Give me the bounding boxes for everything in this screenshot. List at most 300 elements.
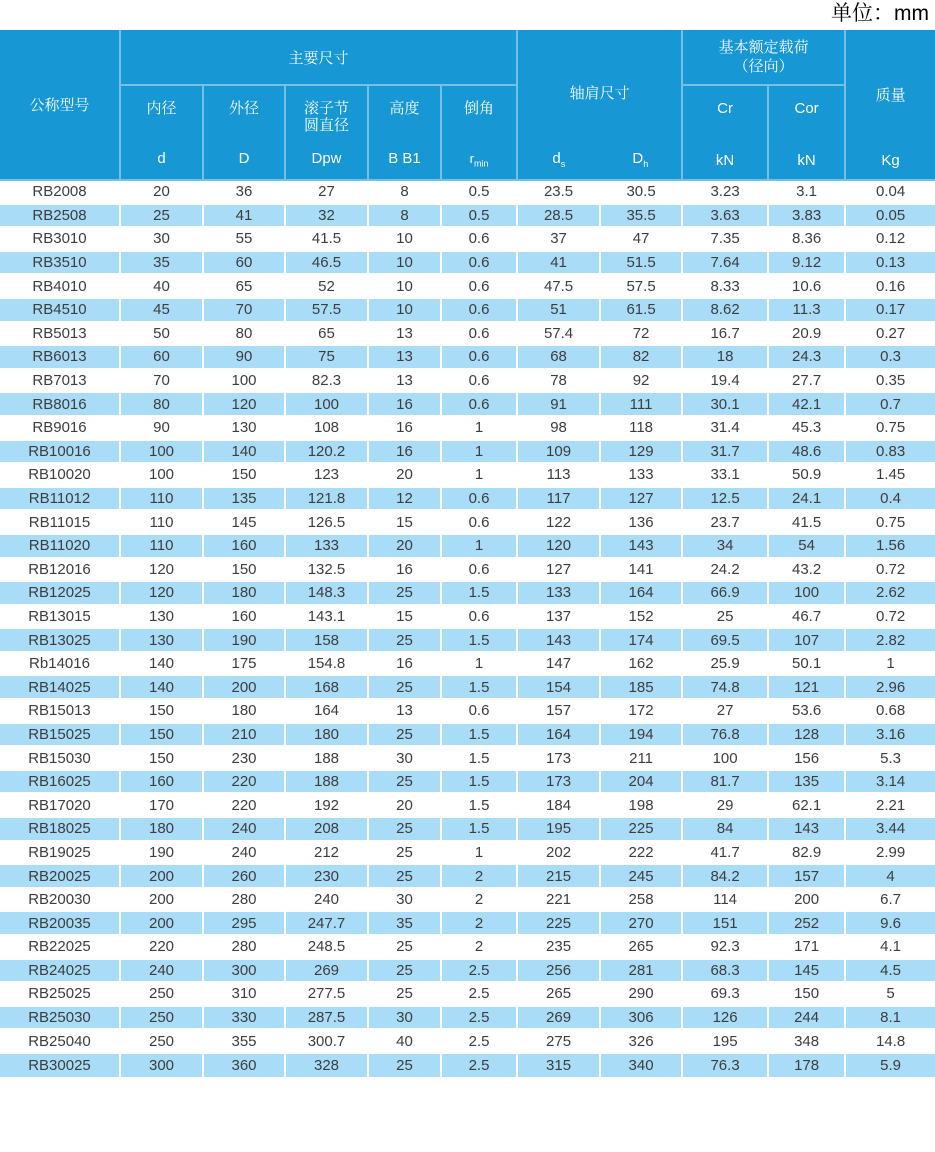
table-cell: 326 (600, 1029, 682, 1053)
table-cell: 4 (845, 864, 935, 888)
table-cell: 100 (203, 369, 285, 393)
table-cell: 27 (682, 699, 768, 723)
table-cell: 0.3 (845, 345, 935, 369)
table-cell: 100 (120, 463, 203, 487)
table-cell: 168 (285, 675, 368, 699)
table-cell: 245 (600, 864, 682, 888)
table-cell: 27.7 (768, 369, 845, 393)
table-cell: 150 (203, 463, 285, 487)
table-cell: 50.9 (768, 463, 845, 487)
table-cell: 173 (517, 770, 600, 794)
table-cell: 47.5 (517, 274, 600, 298)
table-cell: 195 (517, 817, 600, 841)
cell-model: RB10016 (0, 440, 120, 464)
table-cell: 0.05 (845, 204, 935, 228)
table-cell: 248.5 (285, 935, 368, 959)
mass-unit: Kg (881, 151, 900, 169)
table-cell: 0.6 (441, 345, 517, 369)
table-cell: 250 (120, 1029, 203, 1053)
table-body (0, 180, 935, 1077)
table-row (0, 935, 935, 959)
table-cell: 5 (845, 982, 935, 1006)
table-cell: 328 (285, 1053, 368, 1077)
table-cell: 120 (120, 581, 203, 605)
table-cell: 57.5 (600, 274, 682, 298)
table-cell: 25 (368, 723, 441, 747)
table-cell: 225 (600, 817, 682, 841)
table-cell: 130 (120, 605, 203, 629)
table-cell: 290 (600, 982, 682, 1006)
cell-model: RB13015 (0, 605, 120, 629)
table-cell: 133 (285, 534, 368, 558)
table-row (0, 204, 935, 228)
table-row (0, 652, 935, 676)
table-cell: 200 (120, 864, 203, 888)
table-cell: 270 (600, 911, 682, 935)
table-cell: 150 (203, 558, 285, 582)
header-col-roller-pitch-dia: 滚子节 圆直径 Dpw (285, 85, 368, 180)
table-cell: 3.16 (845, 723, 935, 747)
table-cell: 15 (368, 605, 441, 629)
table-cell: 132.5 (285, 558, 368, 582)
mass-label: 质量 (875, 86, 906, 104)
cell-model: RB8016 (0, 392, 120, 416)
table-cell: 157 (768, 864, 845, 888)
table-cell: 13 (368, 345, 441, 369)
table-cell: 0.13 (845, 251, 935, 275)
table-cell: 12 (368, 487, 441, 511)
table-cell: 90 (203, 345, 285, 369)
table-cell: 92.3 (682, 935, 768, 959)
table-row (0, 628, 935, 652)
table-cell: 25 (368, 817, 441, 841)
table-row (0, 911, 935, 935)
table-cell: 2 (441, 864, 517, 888)
table-cell: 30 (368, 888, 441, 912)
table-cell: 69.5 (682, 628, 768, 652)
table-cell: 200 (768, 888, 845, 912)
table-cell: 23.7 (682, 510, 768, 534)
cell-model: RB2508 (0, 204, 120, 228)
table-row (0, 463, 935, 487)
table-cell: 36 (203, 180, 285, 204)
table-cell: 114 (682, 888, 768, 912)
table-cell: 141 (600, 558, 682, 582)
table-cell: 1.45 (845, 463, 935, 487)
shoulder-label: 轴肩尺寸 (569, 84, 630, 102)
table-cell: 62.1 (768, 793, 845, 817)
table-row (0, 510, 935, 534)
table-cell: 41 (203, 204, 285, 228)
table-cell: 25 (368, 864, 441, 888)
table-cell: 20 (368, 793, 441, 817)
table-row (0, 793, 935, 817)
table-cell: 3.23 (682, 180, 768, 204)
cell-model: RB9016 (0, 416, 120, 440)
table-cell: 158 (285, 628, 368, 652)
table-cell: 50 (120, 322, 203, 346)
cell-model: RB11012 (0, 487, 120, 511)
table-cell: 60 (120, 345, 203, 369)
header-col-height: 高度 B B1 (368, 85, 441, 180)
table-cell: 2.5 (441, 1053, 517, 1077)
table-cell: 15 (368, 510, 441, 534)
table-cell: 45 (120, 298, 203, 322)
table-cell: 107 (768, 628, 845, 652)
table-cell: 4.5 (845, 959, 935, 983)
table-cell: 111 (600, 392, 682, 416)
table-cell: 5.9 (845, 1053, 935, 1077)
table-cell: 8 (368, 204, 441, 228)
table-cell: 10 (368, 274, 441, 298)
table-cell: 1 (441, 416, 517, 440)
table-row (0, 581, 935, 605)
table-row (0, 864, 935, 888)
table-row (0, 770, 935, 794)
table-cell: 0.68 (845, 699, 935, 723)
table-cell: 25 (120, 204, 203, 228)
table-cell: 3.63 (682, 204, 768, 228)
table-row (0, 675, 935, 699)
table-cell: 20 (120, 180, 203, 204)
table-cell: 92 (600, 369, 682, 393)
table-row (0, 605, 935, 629)
table-cell: 25 (368, 581, 441, 605)
table-cell: 130 (120, 628, 203, 652)
table-cell: 24.1 (768, 487, 845, 511)
unit-label: 单位：mm (831, 2, 929, 25)
cell-model: RB25040 (0, 1029, 120, 1053)
table-cell: 256 (517, 959, 600, 983)
header-col-outer-dia: 外径 D (203, 85, 285, 180)
table-cell: 280 (203, 888, 285, 912)
header-model-label: 公称型号 (29, 97, 90, 114)
table-cell: 81.7 (682, 770, 768, 794)
table-cell: 35 (120, 251, 203, 275)
table-row (0, 746, 935, 770)
table-cell: 27 (285, 180, 368, 204)
table-row (0, 888, 935, 912)
table-cell: 30 (120, 227, 203, 251)
table-cell: 3.14 (845, 770, 935, 794)
table-cell: 300 (203, 959, 285, 983)
table-cell: 118 (600, 416, 682, 440)
table-row (0, 227, 935, 251)
table-cell: 157 (517, 699, 600, 723)
table-cell: 260 (203, 864, 285, 888)
table-cell: 215 (517, 864, 600, 888)
table-cell: 250 (120, 982, 203, 1006)
bearing-spec-table (0, 30, 935, 1077)
table-cell: 117 (517, 487, 600, 511)
table-cell: 46.7 (768, 605, 845, 629)
table-cell: 78 (517, 369, 600, 393)
cell-model: RB16025 (0, 770, 120, 794)
table-cell: 16 (368, 440, 441, 464)
table-cell: 222 (600, 841, 682, 865)
table-cell: 244 (768, 1006, 845, 1030)
table-cell: 72 (600, 322, 682, 346)
table-cell: 170 (120, 793, 203, 817)
table-cell: 145 (203, 510, 285, 534)
table-cell: 25 (682, 605, 768, 629)
table-header (0, 30, 935, 180)
table-cell: 300.7 (285, 1029, 368, 1053)
table-cell: 20 (368, 463, 441, 487)
table-cell: 29 (682, 793, 768, 817)
table-cell: 30.1 (682, 392, 768, 416)
table-row (0, 487, 935, 511)
table-cell: 90 (120, 416, 203, 440)
table-cell: 164 (600, 581, 682, 605)
table-cell: 133 (517, 581, 600, 605)
table-cell: 50.1 (768, 652, 845, 676)
table-cell: 200 (203, 675, 285, 699)
table-cell: 10 (368, 227, 441, 251)
table-cell: 147 (517, 652, 600, 676)
table-cell: 12.5 (682, 487, 768, 511)
table-cell: 250 (120, 1006, 203, 1030)
table-cell: 295 (203, 911, 285, 935)
table-cell: 2.82 (845, 628, 935, 652)
header-group-main-dims: 主要尺寸 (120, 30, 517, 85)
table-cell: 25 (368, 770, 441, 794)
table-cell: 25 (368, 675, 441, 699)
cell-model: RB4010 (0, 274, 120, 298)
table-cell: 1 (441, 440, 517, 464)
table-cell: 240 (203, 841, 285, 865)
table-cell: 154 (517, 675, 600, 699)
table-cell: 20.9 (768, 322, 845, 346)
table-cell: 8.36 (768, 227, 845, 251)
table-cell: 40 (120, 274, 203, 298)
table-cell: 184 (517, 793, 600, 817)
table-cell: 315 (517, 1053, 600, 1077)
table-cell: 2.96 (845, 675, 935, 699)
table-cell: 135 (203, 487, 285, 511)
cell-model: RB17020 (0, 793, 120, 817)
table-cell: 1 (441, 652, 517, 676)
table-cell: 192 (285, 793, 368, 817)
table-cell: 240 (203, 817, 285, 841)
table-cell: 306 (600, 1006, 682, 1030)
table-cell: 202 (517, 841, 600, 865)
table-cell: 220 (203, 770, 285, 794)
header-col-bore: 内径 d (120, 85, 203, 180)
table-row (0, 817, 935, 841)
table-cell: 180 (120, 817, 203, 841)
table-row (0, 369, 935, 393)
table-cell: 174 (600, 628, 682, 652)
table-cell: 110 (120, 534, 203, 558)
header-col-chamfer: 倒角 $r_{min}$ (441, 85, 517, 180)
table-cell: 225 (517, 911, 600, 935)
table-cell: 1 (845, 652, 935, 676)
table-row (0, 841, 935, 865)
table-cell: 130 (203, 416, 285, 440)
table-cell: 3.83 (768, 204, 845, 228)
table-cell: 164 (517, 723, 600, 747)
table-row (0, 723, 935, 747)
table-cell: 210 (203, 723, 285, 747)
table-cell: 269 (285, 959, 368, 983)
table-cell: 220 (203, 793, 285, 817)
table-row (0, 392, 935, 416)
table-cell: 25 (368, 1053, 441, 1077)
table-cell: 120 (203, 392, 285, 416)
table-cell: 8 (368, 180, 441, 204)
table-cell: 109 (517, 440, 600, 464)
table-cell: 100 (285, 392, 368, 416)
table-cell: 140 (120, 675, 203, 699)
table-cell: 66.9 (682, 581, 768, 605)
header-col-cr: Cr kN (682, 85, 768, 180)
cell-model: RB11015 (0, 510, 120, 534)
table-cell: 16 (368, 652, 441, 676)
table-cell: 204 (600, 770, 682, 794)
table-cell: 34 (682, 534, 768, 558)
table-cell: 84 (682, 817, 768, 841)
table-cell: 0.6 (441, 227, 517, 251)
table-cell: 151 (682, 911, 768, 935)
table-cell: 0.4 (845, 487, 935, 511)
table-cell: 8.33 (682, 274, 768, 298)
table-cell: 9.12 (768, 251, 845, 275)
header-group-shoulder (517, 30, 682, 180)
table-cell: 19.4 (682, 369, 768, 393)
table-cell: 53.6 (768, 699, 845, 723)
table-row (0, 416, 935, 440)
header-mass-col (845, 30, 935, 180)
table-cell: 235 (517, 935, 600, 959)
table-cell: 3.44 (845, 817, 935, 841)
table-cell: 330 (203, 1006, 285, 1030)
header-group-load: 基本额定载荷 （径向） (682, 30, 845, 85)
table-cell: 0.83 (845, 440, 935, 464)
table-row (0, 1006, 935, 1030)
table-cell: 23.5 (517, 180, 600, 204)
table-cell: 211 (600, 746, 682, 770)
table-cell: 310 (203, 982, 285, 1006)
table-cell: 269 (517, 1006, 600, 1030)
table-cell: 30 (368, 1006, 441, 1030)
table-cell: 52 (285, 274, 368, 298)
table-cell: 108 (285, 416, 368, 440)
table-cell: 13 (368, 369, 441, 393)
table-row (0, 959, 935, 983)
table-cell: 185 (600, 675, 682, 699)
table-cell: 230 (285, 864, 368, 888)
table-cell: 0.72 (845, 605, 935, 629)
table-cell: 16 (368, 558, 441, 582)
table-cell: 100 (768, 581, 845, 605)
table-cell: 194 (600, 723, 682, 747)
table-cell: 60 (203, 251, 285, 275)
table-cell: 0.75 (845, 510, 935, 534)
table-cell: 212 (285, 841, 368, 865)
table-cell: 25 (368, 982, 441, 1006)
cell-model: RB2008 (0, 180, 120, 204)
table-cell: 348 (768, 1029, 845, 1053)
table-cell: 51.5 (600, 251, 682, 275)
table-cell: 143 (600, 534, 682, 558)
table-cell: 178 (768, 1053, 845, 1077)
table-cell: 1 (441, 534, 517, 558)
table-cell: 0.6 (441, 298, 517, 322)
table-cell: 140 (203, 440, 285, 464)
table-cell: 123 (285, 463, 368, 487)
table-cell: 74.8 (682, 675, 768, 699)
table-cell: 137 (517, 605, 600, 629)
table-row (0, 274, 935, 298)
cell-model: RB5013 (0, 322, 120, 346)
table-cell: 198 (600, 793, 682, 817)
cell-model: RB25030 (0, 1006, 120, 1030)
table-cell: 143 (768, 817, 845, 841)
table-cell: 82.9 (768, 841, 845, 865)
table-cell: 7.35 (682, 227, 768, 251)
table-cell: 41.5 (768, 510, 845, 534)
table-row (0, 699, 935, 723)
table-cell: 173 (517, 746, 600, 770)
table-cell: 0.75 (845, 416, 935, 440)
cell-model: RB10020 (0, 463, 120, 487)
table-cell: 1.5 (441, 746, 517, 770)
table-cell: 41 (517, 251, 600, 275)
table-cell: 258 (600, 888, 682, 912)
table-cell: 25 (368, 841, 441, 865)
cell-model: RB22025 (0, 935, 120, 959)
table-cell: 1.5 (441, 675, 517, 699)
table-cell: 1.5 (441, 817, 517, 841)
cell-model: RB30025 (0, 1053, 120, 1077)
table-cell: 2 (441, 888, 517, 912)
table-row (0, 982, 935, 1006)
table-cell: 51 (517, 298, 600, 322)
table-cell: 221 (517, 888, 600, 912)
table-cell: 247.7 (285, 911, 368, 935)
table-cell: 24.3 (768, 345, 845, 369)
cell-model: RB13025 (0, 628, 120, 652)
table-cell: 240 (285, 888, 368, 912)
table-cell: 281 (600, 959, 682, 983)
table-cell: 126.5 (285, 510, 368, 534)
table-cell: 148.3 (285, 581, 368, 605)
table-cell: 120 (120, 558, 203, 582)
table-cell: 70 (120, 369, 203, 393)
table-cell: 43.2 (768, 558, 845, 582)
table-cell: 300 (120, 1053, 203, 1077)
table-cell: 265 (600, 935, 682, 959)
table-cell: 13 (368, 322, 441, 346)
table-cell: 35.5 (600, 204, 682, 228)
table-cell: 41.7 (682, 841, 768, 865)
table-cell: 0.5 (441, 180, 517, 204)
cell-model: RB4510 (0, 298, 120, 322)
table-cell: 0.6 (441, 699, 517, 723)
table-cell: 230 (203, 746, 285, 770)
table-cell: 121 (768, 675, 845, 699)
table-cell: 122 (517, 510, 600, 534)
table-row (0, 1029, 935, 1053)
table-cell: 42.1 (768, 392, 845, 416)
table-cell: 65 (203, 274, 285, 298)
table-row (0, 322, 935, 346)
table-cell: 0.5 (441, 204, 517, 228)
table-cell: 0.6 (441, 392, 517, 416)
table-cell: 110 (120, 487, 203, 511)
cell-model: Rb14016 (0, 652, 120, 676)
